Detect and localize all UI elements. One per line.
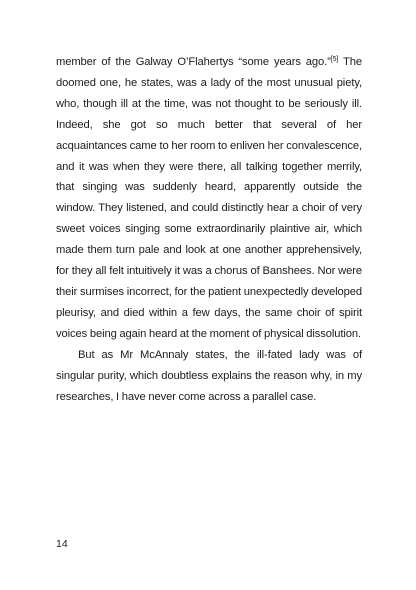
page-number: 14 xyxy=(56,538,68,550)
paragraph xyxy=(56,52,362,345)
paragraph-text-before-note: member of the Galway O’Flahertys “some years ago.” xyxy=(56,56,331,68)
paragraph-text-after-note: The doomed one, he states, was a lady of the most unusual piety, who, though ill at the time, was not thought to be seriously ill. Indeed, she got so much better that several of her acquaintances came to her room to enliven her convalescence, and it was when they were there, all talking together merrily, that singing was suddenly heard, apparently outside the window. They listened, and could distinctly hear a choir of very sweet voices singing some extraordinarily plaintive air, which made them turn pale and look at one another apprehensively, for they all felt intuitively it was a chorus of Banshees. Nor were their surmises incorrect, for the patient unexpectedly developed pleurisy, and died within a few days, the same choir of spirit voices being again heard at the moment of physical dissolution. xyxy=(56,56,363,340)
paragraph: But as Mr McAnnaly states, the ill-fated lady was of singular purity, which doubtless explains the reason why, in my researches, I have never come across a parallel case. xyxy=(56,348,362,403)
body-text xyxy=(56,52,362,407)
footnote-reference[interactable]: [5] xyxy=(330,56,339,63)
